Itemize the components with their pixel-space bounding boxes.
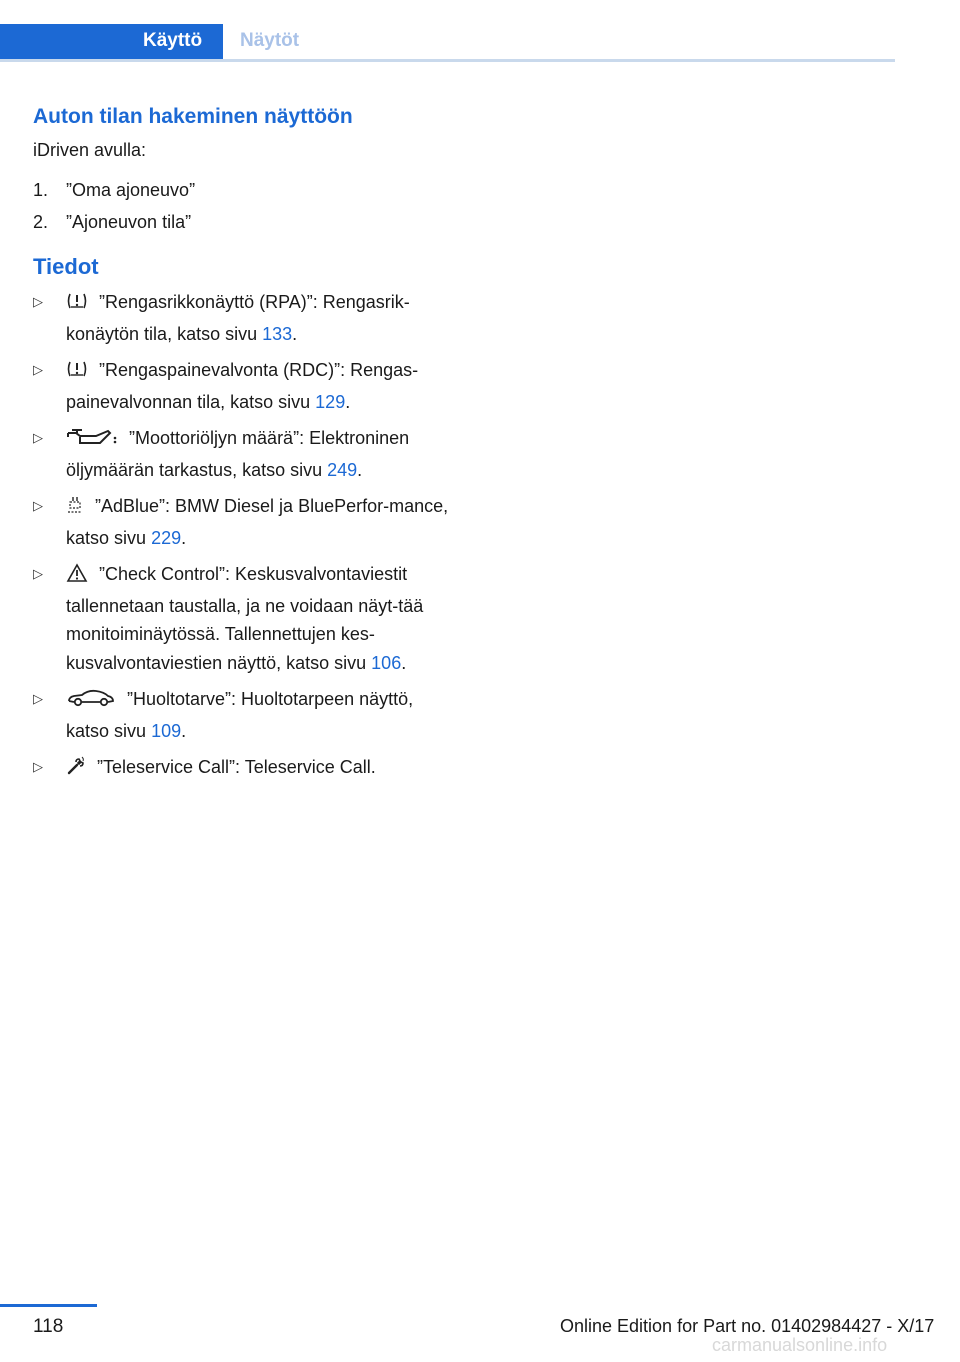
bullet-triangle-icon: ▷ <box>33 498 43 513</box>
page-number: 118 <box>33 1316 64 1337</box>
info-item-text: ”Moottoriöljyn määrä”: Elektroninen öljymäärän tarkastus, katso sivu <box>66 428 410 480</box>
punctuation: . <box>345 391 351 412</box>
info-item-text: ”Teleservice Call”: Teleservice Call. <box>97 757 376 777</box>
section-title-tiedot: Tiedot <box>33 254 99 279</box>
info-item-teleservice <box>33 753 453 785</box>
info-item-text: ”Check Control”: Keskusvalvontaviestit tallennetaan taustalla, ja ne voidaan näyt-tää monitoiminäytössä. Tallennettujen kes-kusvalvontaviestien näyttö, katso sivu <box>66 564 424 673</box>
info-item-oil <box>33 424 453 484</box>
intro-text: iDriven avulla: <box>33 140 147 160</box>
tab-kaytto[interactable]: Käyttö <box>0 24 223 62</box>
info-item-text: ”Huoltotarve”: Huoltotarpeen näyttö, katso sivu <box>66 689 414 741</box>
adblue-icon <box>66 495 84 524</box>
warning-triangle-icon <box>66 563 88 592</box>
page-link[interactable]: 249 <box>327 459 358 480</box>
car-service-icon <box>66 688 116 717</box>
edition-text: Online Edition for Part no. 01402984427 - X/17 <box>560 1316 935 1336</box>
punctuation: . <box>401 652 407 673</box>
step-item <box>33 206 453 238</box>
bullet-triangle-icon: ▷ <box>33 294 43 309</box>
page-link[interactable]: 109 <box>151 720 182 741</box>
step-number: 2. <box>33 212 49 232</box>
page-link[interactable]: 106 <box>371 652 402 673</box>
info-item-rpa <box>33 288 453 348</box>
step-text: ”Ajoneuvon tila” <box>66 212 192 232</box>
info-item-service <box>33 685 453 745</box>
page-content <box>33 100 453 793</box>
footer-rule <box>0 1304 97 1307</box>
info-list <box>33 288 453 785</box>
info-item-text: ”AdBlue”: BMW Diesel ja BluePerfor-mance, katso sivu <box>66 496 449 548</box>
steps-list <box>33 174 453 238</box>
info-item-text: ”Rengasrikkonäyttö (RPA)”: Rengasrik-konäytön tila, katso sivu <box>66 292 410 344</box>
section-title-auton-tila: Auton tilan hakeminen näyttöön <box>33 105 353 128</box>
page-link[interactable]: 129 <box>315 391 346 412</box>
tire-pressure-icon <box>66 359 88 388</box>
bullet-triangle-icon: ▷ <box>33 759 43 774</box>
oil-can-icon <box>66 427 118 456</box>
punctuation: . <box>181 720 187 741</box>
tab-naytot[interactable]: Näytöt <box>240 30 300 51</box>
info-item-check-control <box>33 560 453 677</box>
page-link[interactable]: 133 <box>262 323 293 344</box>
watermark: carmanualsonline.info <box>712 1335 888 1355</box>
bullet-triangle-icon: ▷ <box>33 362 43 377</box>
wrench-icon <box>66 756 86 785</box>
info-item-rdc <box>33 356 453 416</box>
step-number: 1. <box>33 180 49 200</box>
punctuation: . <box>357 459 363 480</box>
info-item-text: ”Rengaspainevalvonta (RDC)”: Rengas-painevalvonnan tila, katso sivu <box>66 360 419 412</box>
punctuation: . <box>181 527 187 548</box>
tire-warning-icon <box>66 291 88 320</box>
step-item <box>33 174 453 206</box>
bullet-triangle-icon: ▷ <box>33 691 43 706</box>
punctuation: . <box>292 323 298 344</box>
bullet-triangle-icon: ▷ <box>33 430 43 445</box>
info-item-adblue <box>33 492 453 552</box>
tab-underline <box>0 59 895 62</box>
bullet-triangle-icon: ▷ <box>33 566 43 581</box>
step-text: ”Oma ajoneuvo” <box>66 180 196 200</box>
page-link[interactable]: 229 <box>151 527 182 548</box>
header-tabs <box>0 24 895 62</box>
